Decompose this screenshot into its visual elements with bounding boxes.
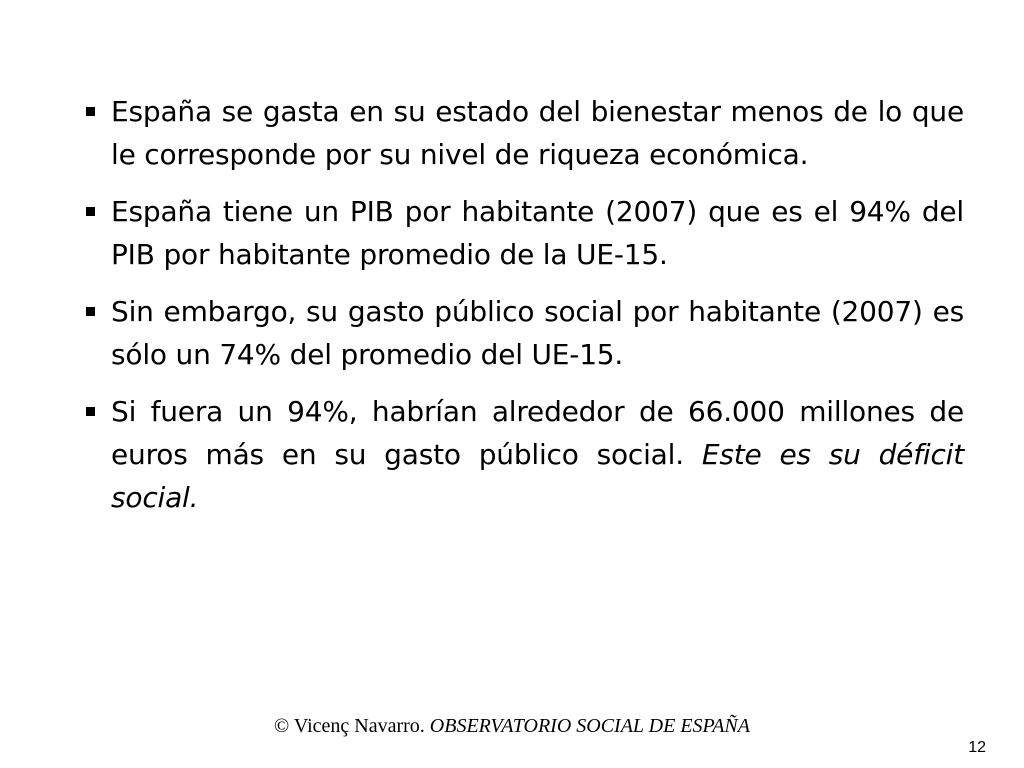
bullet-text: Si fuera un 94%, habrían alrededor de 66.000 millones de euros más en su gasto público social. xyxy=(111,395,964,471)
bullet-text: España se gasta en su estado del bienestar menos de lo que le corresponde por su nivel de riqueza económica. xyxy=(111,95,964,171)
bullet-text: Sin embargo, su gasto público social por habitante (2007) es sólo un 74% del promedio del UE-15. xyxy=(111,295,964,371)
bullet-emphasis-text: Este es su déficit social. xyxy=(111,438,964,514)
page-number: 12 xyxy=(968,739,986,756)
footer-organization: OBSERVATORIO SOCIAL DE ESPAÑA xyxy=(429,715,750,737)
bullet-list xyxy=(80,90,964,533)
bullet-item xyxy=(80,190,964,276)
square-bullet-icon xyxy=(86,207,95,216)
footer-credit xyxy=(0,714,1024,738)
bullet-item xyxy=(80,290,964,376)
footer-author: © Vicenç Navarro. xyxy=(274,715,430,737)
bullet-item xyxy=(80,390,964,519)
square-bullet-icon xyxy=(86,307,95,316)
bullet-item xyxy=(80,90,964,176)
square-bullet-icon xyxy=(86,407,95,416)
bullet-text: España tiene un PIB por habitante (2007) que es el 94% del PIB por habitante promedio de la UE-15. xyxy=(111,195,964,271)
square-bullet-icon xyxy=(86,107,95,116)
